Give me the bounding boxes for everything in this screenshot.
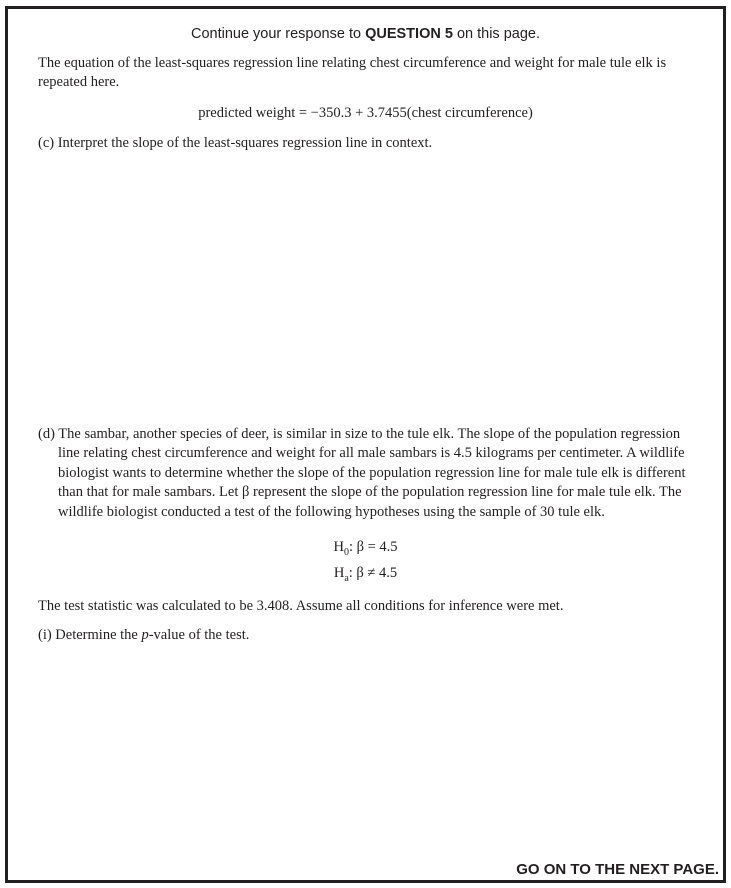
null-hypothesis — [8, 539, 723, 558]
part-d-i-prompt — [38, 626, 688, 645]
question-number: QUESTION 5 — [365, 26, 453, 42]
page-frame — [5, 6, 726, 883]
test-statistic-text: The test statistic was calculated to be 3.408. Assume all conditions for inference were met. — [38, 598, 564, 614]
footer-next-page: GO ON TO THE NEXT PAGE. — [516, 861, 719, 878]
intro-paragraph: The equation of the least-squares regression line relating chest circumference and weight for male tule elk is repeated here. — [38, 55, 667, 90]
part-c-prompt: (c) Interpret the slope of the least-squares regression line in context. — [38, 135, 433, 151]
part-d-i-prefix: (i) Determine the — [38, 627, 142, 643]
null-statement: : β = 4.5 — [348, 539, 398, 555]
null-subscript: 0 — [343, 546, 349, 558]
null-h: H — [333, 539, 344, 555]
alternative-hypothesis — [8, 565, 723, 584]
header-suffix: on this page. — [452, 26, 540, 42]
regression-equation: predicted weight = −350.3 + 3.7455(chest circumference) — [198, 105, 533, 121]
page-header — [8, 26, 723, 42]
alt-subscript: a — [344, 572, 349, 584]
part-d-i-suffix: -value of the test. — [148, 627, 250, 643]
header-prefix: Continue your response to — [190, 26, 366, 42]
alt-statement: : β ≠ 4.5 — [348, 565, 398, 581]
p-italic: p — [141, 627, 149, 643]
alt-h: H — [333, 565, 345, 581]
part-d-prompt: (d) The sambar, another species of deer, is similar in size to the tule elk. The slope of the population regression line relating chest circumference and weight for all male sambars is 4.5 kilograms per centimeter. A wildlife biologist wants to determine whether the slope of the population regression line for male tule elk is different than that for male sambars. Let β represent the slope of the population regression line for male tule elk. The wildlife biologist conducted a test of the following hypotheses using the sample of 30 tule elk. — [38, 426, 686, 520]
